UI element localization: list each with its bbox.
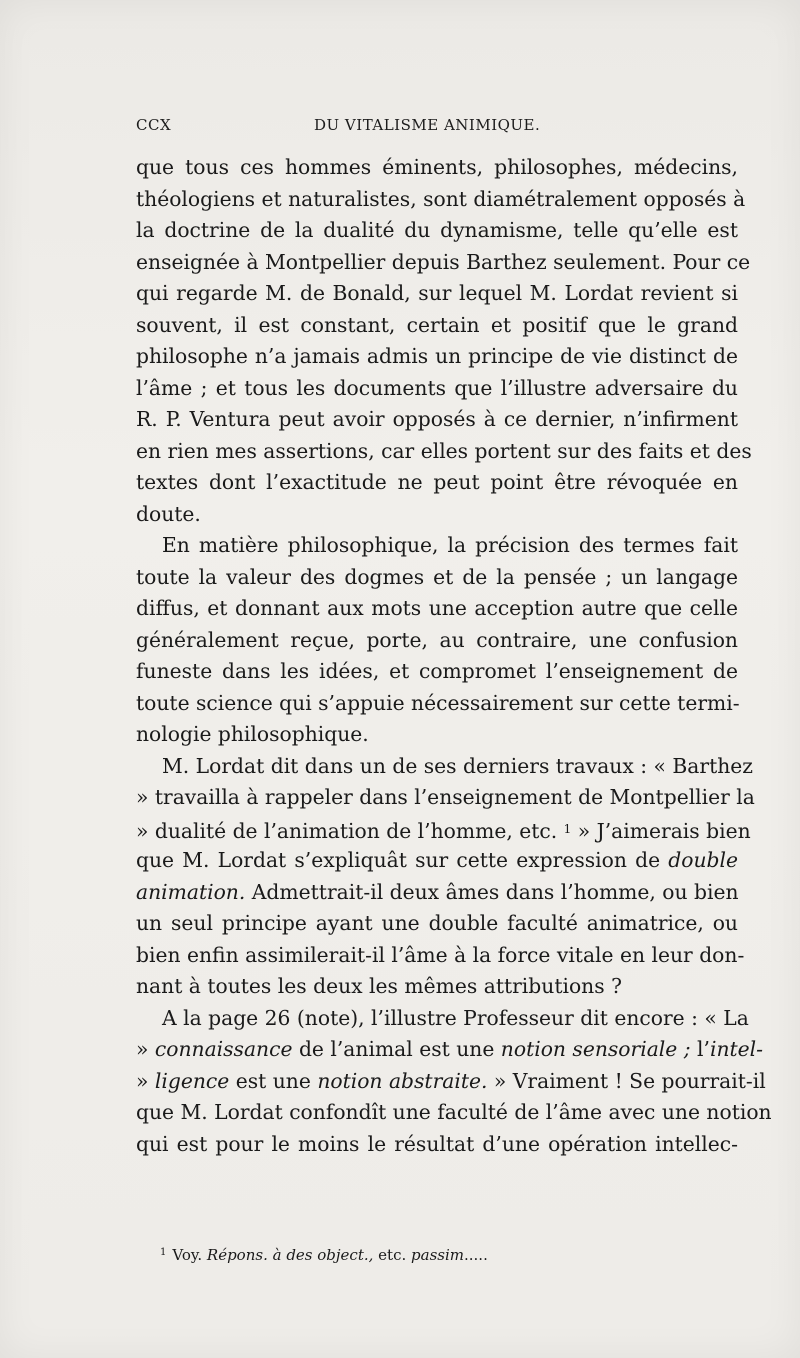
footnote-text: ..... — [464, 1246, 488, 1264]
text-line: en rien mes assertions, car elles portent sur des faits et des — [136, 438, 752, 463]
text-line: toute la valeur des dogmes et de la pensée ; un langage — [136, 564, 738, 589]
footnote-italic: passim — [411, 1246, 464, 1264]
text-line: M. Lordat dit dans un de ses derniers travaux : « Barthez — [162, 753, 753, 778]
text-line: un seul principe ayant une double faculté animatrice, ou — [136, 911, 738, 935]
text-line: En matière philosophique, la précision des termes fait — [162, 533, 738, 557]
italic-span: ligence — [154, 1068, 230, 1093]
text-line: que M. Lordat confondît une faculté de l’âme avec une notion — [136, 1100, 772, 1124]
footnote-text: etc. — [378, 1246, 407, 1264]
text-span: » J’aimerais bien — [577, 818, 751, 843]
italic-span: animation. — [136, 879, 246, 904]
page-number: CCX — [136, 116, 172, 134]
text-line: théologiens et naturalistes, sont diamétralement opposés à — [136, 186, 746, 211]
text-line: la doctrine de la dualité du dynamisme, telle qu’elle est — [136, 218, 738, 242]
footnote-text: Voy. — [172, 1246, 203, 1264]
text-line: doute. — [136, 501, 201, 526]
text-span: de l’animal est une — [298, 1037, 495, 1061]
running-title: DU VITALISME ANIMIQUE. — [314, 116, 541, 134]
text-line: funeste dans les idées, et compromet l’enseignement de — [136, 659, 738, 683]
italic-span: notion abstraite. — [317, 1068, 488, 1093]
italic-span: notion sensoriale ; — [500, 1037, 691, 1061]
footnote-number: 1 — [160, 1247, 167, 1258]
text-line: toute science qui s’appuie nécessairement sur cette termi- — [136, 690, 740, 715]
text-span: » — [136, 1037, 149, 1061]
text-line: diffus, et donnant aux mots une acception autre que celle — [136, 596, 738, 620]
text-span: » Vraiment ! Se pourrait-il — [493, 1068, 766, 1093]
italic-span: intel- — [709, 1037, 763, 1061]
text-line: enseignée à Montpellier depuis Barthez seulement. Pour ce — [136, 249, 751, 274]
italic-span: double — [668, 848, 738, 872]
text-span: l’ — [697, 1037, 710, 1061]
text-line: bien enfin assimilerait-il l’âme à la force vitale en leur don- — [136, 942, 745, 967]
text-line: généralement reçue, porte, au contraire, une confusion — [136, 627, 738, 652]
text-line: textes dont l’exactitude ne peut point être révoquée en — [136, 470, 738, 494]
text-line: qui regarde M. de Bonald, sur lequel M. Lordat revient si — [136, 281, 738, 305]
text-line: nologie philosophique. — [136, 722, 369, 746]
text-line: philosophe n’a jamais admis un principe de vie distinct de — [136, 344, 738, 368]
text-line — [136, 845, 738, 877]
text-span: » — [136, 1068, 149, 1093]
text-line: » travailla à rappeler dans l’enseignement de Montpellier la — [136, 785, 755, 809]
text-span: Admettrait-il deux âmes dans l’homme, ou bien — [251, 879, 739, 904]
text-line: R. P. Ventura peut avoir opposés à ce dernier, n’infirment — [136, 407, 738, 431]
text-line: souvent, il est constant, certain et positif que le grand — [136, 312, 738, 337]
italic-span: connaissance — [154, 1037, 293, 1061]
text-line: nant à toutes les deux les mêmes attributions ? — [136, 974, 622, 998]
text-span: » dualité de l’animation de l’homme, etc. — [136, 818, 558, 843]
text-line — [136, 1034, 763, 1066]
text-line: A la page 26 (note), l’illustre Professeur dit encore : « La — [162, 1005, 749, 1030]
text-line: que tous ces hommes éminents, philosophes, médecins, — [136, 155, 738, 179]
body-text — [136, 152, 772, 1160]
footnote-reference[interactable]: 1 — [563, 821, 572, 836]
text-span: que M. Lordat s’expliquât sur cette expression de — [136, 848, 661, 872]
text-line — [136, 1066, 766, 1098]
text-line: qui est pour le moins le résultat d’une opération intellec- — [136, 1131, 738, 1156]
text-line — [136, 877, 738, 909]
text-line: l’âme ; et tous les documents que l’illustre adversaire du — [136, 375, 738, 400]
text-line — [136, 814, 751, 846]
footnote — [160, 1246, 720, 1264]
text-span: est une — [235, 1068, 311, 1093]
footnote-italic: Répons. à des object., — [206, 1246, 374, 1264]
running-head — [136, 116, 746, 138]
